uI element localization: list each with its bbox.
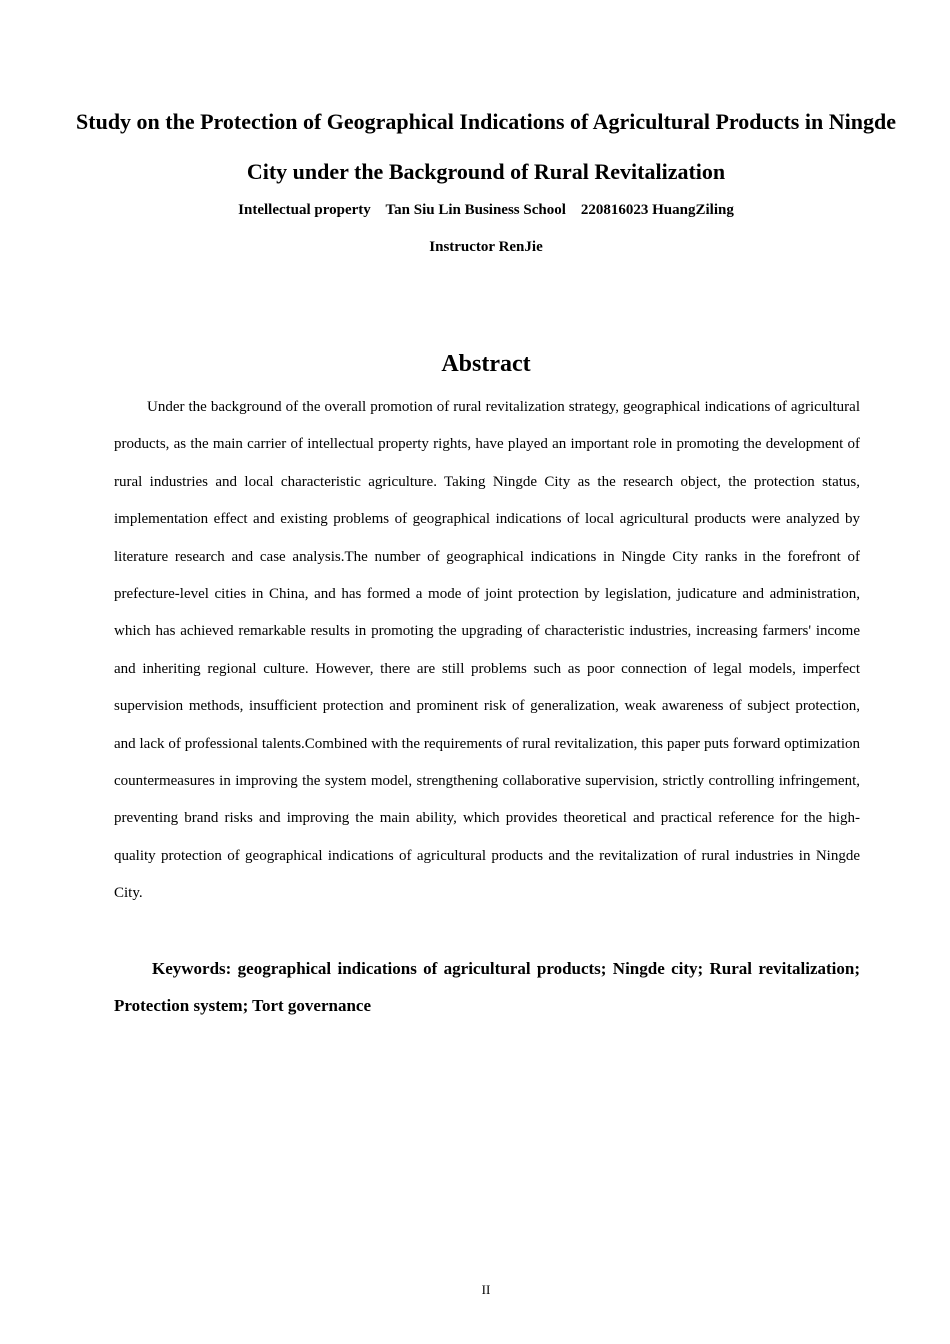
author-info: Intellectual property Tan Siu Lin Business School 220816023 HuangZiling [238, 202, 734, 218]
abstract-body: Under the background of the overall promotion of rural revitalization strategy, geographical indications of agricultural products, as the main carrier of intellectual property rights, have played an important role in promoting the development of rural industries and local characteristic agriculture. Taking Ningde City as the research object, the protection status, implementation effect and existing problems of geographical indications of local agricultural products were analyzed by literature research and case analysis.The number of geographical indications in Ningde City ranks in the forefront of prefecture-level cities in China, and has formed a mode of joint protection by legislation, judicature and administration, which has achieved remarkable results in promoting the upgrading of characteristic industries, increasing farmers' income and inheriting regional culture. However, there are still problems such as poor connection of legal models, imperfect supervision methods, insufficient protection and prominent risk of generalization, weak awareness of subject protection, and lack of professional talents.Combined with the requirements of rural revitalization, this paper puts forward optimization countermeasures in improving the system model, strengthening collaborative supervision, strictly controlling infringement, preventing brand risks and improving the main ability, which provides theoretical and practical reference for the high-quality protection of geographical indications of agricultural products and the revitalization of rural industries in Ningde City. [114, 399, 860, 902]
keywords: Keywords: geographical indications of agricultural products; Ningde city; Rural revitalization; Protection system; Tort governance [114, 959, 860, 1015]
abstract-heading: Abstract [441, 351, 531, 377]
paper-title: Study on the Protection of Geographical Indications of Agricultural Products in Ningde City under the Background of Rural Revitalization [76, 109, 896, 184]
page-number: II [481, 1282, 491, 1297]
instructor-info: Instructor RenJie [429, 239, 543, 255]
